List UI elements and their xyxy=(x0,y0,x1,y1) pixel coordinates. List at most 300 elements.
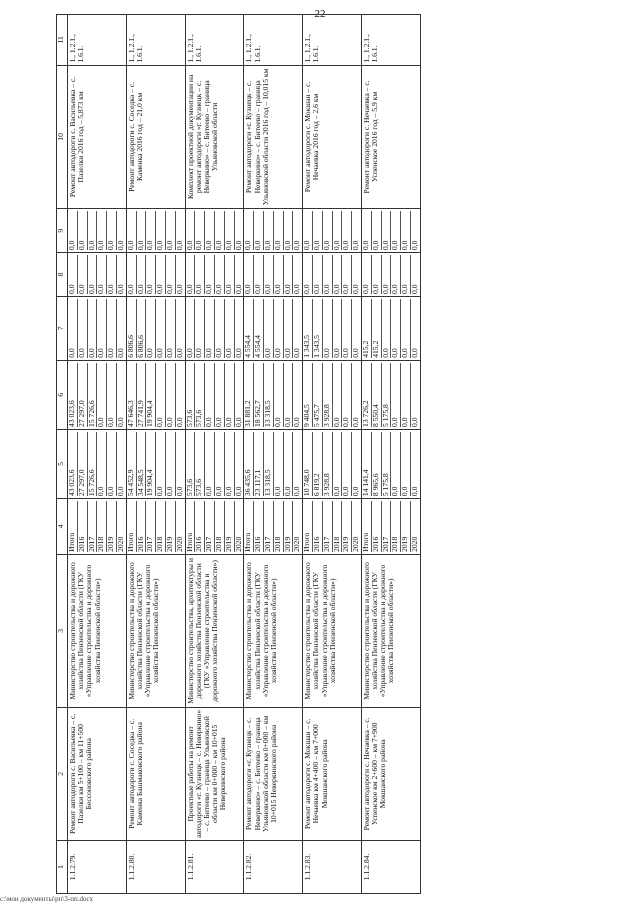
amount-value: 0,0 xyxy=(106,432,116,496)
amount-value: 0,0 xyxy=(351,211,361,250)
amount-value: 0,0 xyxy=(175,432,185,496)
amount-value: 3 928,8 xyxy=(322,363,332,427)
amount-value: 0,0 xyxy=(263,299,273,358)
amount-value: 0,0 xyxy=(263,211,273,250)
amount-cell-c6 xyxy=(244,360,303,429)
expected-result: Комплект проектной документации на ремонт автодороги «г. Кузнецк – с. Неверкино» – с. Битеево – граница Ульяновской области xyxy=(185,65,244,209)
amount-value: 0,0 xyxy=(341,432,351,496)
amount-value: 0,0 xyxy=(292,299,302,358)
amount-value: 0,0 xyxy=(351,432,361,496)
amount-value: 0,0 xyxy=(145,211,155,250)
amount-value: 0,0 xyxy=(332,255,342,294)
amount-value: 415,2 xyxy=(371,299,381,358)
amount-value: 27 297,0 xyxy=(77,363,87,427)
amount-value: 0,0 xyxy=(273,211,283,250)
amount-value: 0,0 xyxy=(302,284,312,294)
year-cell xyxy=(68,499,127,555)
amount-value: 0,0 xyxy=(234,299,244,358)
amount-value: 43 023,6 xyxy=(67,469,76,497)
amount-value: 0,0 xyxy=(390,211,400,250)
amount-cell-c8 xyxy=(185,253,244,297)
amount-value: 0,0 xyxy=(224,432,234,496)
amount-value: 0,0 xyxy=(165,255,175,294)
amount-value: 0,0 xyxy=(116,211,126,250)
header-cell: 5 xyxy=(57,429,68,498)
amount-value: 36 435,6 xyxy=(243,469,253,497)
amount-value: 0,0 xyxy=(322,255,332,294)
amount-value: 0,0 xyxy=(116,432,126,496)
year-label: 2018 xyxy=(214,501,224,552)
year-label: 2018 xyxy=(273,501,283,552)
amount-value: 23 117,1 xyxy=(253,432,263,496)
amount-value: 0,0 xyxy=(175,255,185,294)
table-row xyxy=(185,15,244,894)
amount-value: 0,0 xyxy=(204,432,214,496)
amount-value: 0,0 xyxy=(224,363,234,427)
row-number: 1.1.2.83. xyxy=(303,840,362,893)
header-cell: 4 xyxy=(57,499,68,555)
amount-value: 0,0 xyxy=(341,255,351,294)
amount-value: 0,0 xyxy=(77,299,87,358)
year-label: Итого xyxy=(243,532,253,552)
amount-value: 0,0 xyxy=(302,240,312,251)
amount-value: 27 741,9 xyxy=(136,363,146,427)
amount-value: 0,0 xyxy=(67,284,76,294)
header-cell: 2 xyxy=(57,707,68,840)
header-row xyxy=(57,15,68,894)
indicator-ref: 1., 1.2.1., 1.6.1. xyxy=(68,15,127,66)
amount-value: 0,0 xyxy=(67,240,76,251)
amount-value: 0,0 xyxy=(292,432,302,496)
executor: Министерство строительства и дорожного хозяйства Пензенской области (ГКУ «Управление строительства и дорожного хозяйства Пензенской области») xyxy=(244,554,303,707)
amount-value: 0,0 xyxy=(175,299,185,358)
header-cell: 1 xyxy=(57,840,68,893)
amount-value: 0,0 xyxy=(116,363,126,427)
amount-value: 0,0 xyxy=(400,363,410,427)
amount-value: 6 806,6 xyxy=(125,335,135,358)
page-number: 22 xyxy=(314,8,326,20)
amount-value: 0,0 xyxy=(410,255,420,294)
amount-value: 4 554,4 xyxy=(243,335,253,358)
amount-value: 0,0 xyxy=(224,211,234,250)
amount-value: 6 806,6 xyxy=(136,299,146,358)
amount-value: 0,0 xyxy=(283,363,293,427)
amount-value: 0,0 xyxy=(332,211,342,250)
amount-value: 0,0 xyxy=(145,299,155,358)
amount-cell-c8 xyxy=(126,253,185,297)
amount-cell-c8 xyxy=(361,253,420,297)
amount-value: 5 475,7 xyxy=(312,363,322,427)
amount-value: 0,0 xyxy=(184,284,194,294)
table-row xyxy=(68,15,127,894)
amount-value: 0,0 xyxy=(400,255,410,294)
year-label: 2019 xyxy=(165,501,175,552)
amount-value: 573,6 xyxy=(194,363,204,427)
year-label: 2017 xyxy=(322,501,332,552)
amount-value: 0,0 xyxy=(360,284,370,294)
amount-value: 0,0 xyxy=(96,255,106,294)
amount-value: 0,0 xyxy=(116,255,126,294)
year-label: Итого xyxy=(125,532,135,552)
indicator-ref: 1., 1.2.1., 1.6.1. xyxy=(126,15,185,66)
amount-value: 0,0 xyxy=(194,255,204,294)
amount-value: 0,0 xyxy=(351,363,361,427)
amount-value: 0,0 xyxy=(175,363,185,427)
amount-cell-c5 xyxy=(126,429,185,498)
amount-value: 0,0 xyxy=(125,284,135,294)
row-number: 1.1.2.82. xyxy=(244,840,303,893)
file-path: c:\мои документы\рп\3-пп.docx xyxy=(0,895,94,903)
amount-value: 0,0 xyxy=(234,432,244,496)
year-label: 2017 xyxy=(381,501,391,552)
year-label: 2020 xyxy=(116,501,126,552)
year-label: Итого xyxy=(67,532,76,552)
amount-value: 18 562,7 xyxy=(253,363,263,427)
table-row xyxy=(361,15,420,894)
amount-cell-c5 xyxy=(361,429,420,498)
amount-value: 0,0 xyxy=(322,299,332,358)
amount-cell-c5 xyxy=(185,429,244,498)
amount-value: 0,0 xyxy=(360,240,370,251)
amount-value: 0,0 xyxy=(332,299,342,358)
amount-cell-c7 xyxy=(361,296,420,360)
amount-value: 0,0 xyxy=(87,299,97,358)
header-cell: 11 xyxy=(57,15,68,66)
amount-cell-c9 xyxy=(303,209,362,253)
amount-value: 0,0 xyxy=(332,432,342,496)
year-label: 2020 xyxy=(410,501,420,552)
amount-value: 0,0 xyxy=(165,211,175,250)
header-cell: 6 xyxy=(57,360,68,429)
amount-value: 0,0 xyxy=(312,211,322,250)
amount-cell-c8 xyxy=(244,253,303,297)
amount-value: 0,0 xyxy=(390,255,400,294)
amount-value: 0,0 xyxy=(243,284,253,294)
row-number: 1.1.2.81. xyxy=(185,840,244,893)
amount-value: 6 819,2 xyxy=(312,432,322,496)
amount-cell-c8 xyxy=(68,253,127,297)
executor: Министерство строительства и дорожного хозяйства Пензенской области (ГКУ «Управление строительства и дорожного хозяйства Пензенской области») xyxy=(361,554,420,707)
year-label: Итого xyxy=(360,532,370,552)
expected-result: Ремонт автодороги с. Соседка – с. Каменка 2016 год – 21,0 км xyxy=(126,65,185,209)
amount-value: 0,0 xyxy=(283,432,293,496)
amount-value: 0,0 xyxy=(341,363,351,427)
row-number: 1.1.2.84. xyxy=(361,840,420,893)
year-label: 2019 xyxy=(224,501,234,552)
amount-cell-c7 xyxy=(303,296,362,360)
amount-value: 0,0 xyxy=(390,432,400,496)
amount-value: 0,0 xyxy=(341,211,351,250)
amount-value: 0,0 xyxy=(273,363,283,427)
amount-value: 0,0 xyxy=(214,211,224,250)
year-label: 2020 xyxy=(175,501,185,552)
amount-value: 0,0 xyxy=(155,255,165,294)
year-label: 2016 xyxy=(253,501,263,552)
year-label: Итого xyxy=(302,532,312,552)
amount-cell-c6 xyxy=(68,360,127,429)
amount-value: 0,0 xyxy=(155,432,165,496)
amount-value: 0,0 xyxy=(214,432,224,496)
amount-value: 0,0 xyxy=(381,299,391,358)
amount-cell-c9 xyxy=(244,209,303,253)
indicator-ref: 1., 1.2.1., 1.6.1. xyxy=(185,15,244,66)
amount-value: 0,0 xyxy=(341,299,351,358)
amount-value: 1 343,5 xyxy=(302,335,312,358)
amount-value: 0,0 xyxy=(214,299,224,358)
amount-value: 0,0 xyxy=(184,240,194,251)
amount-value: 0,0 xyxy=(165,363,175,427)
table-row xyxy=(126,15,185,894)
amount-value: 43 023,6 xyxy=(67,400,76,427)
amount-value: 0,0 xyxy=(283,255,293,294)
amount-value: 1 343,5 xyxy=(312,299,322,358)
executor: Министерство строительства и дорожного хозяйства Пензенской области (ГКУ «Управление строительства и дорожного хозяйства Пензенской области») xyxy=(126,554,185,707)
amount-value: 0,0 xyxy=(87,211,97,250)
row-number: 1.1.2.80. xyxy=(126,840,185,893)
amount-value: 0,0 xyxy=(243,240,253,251)
year-label: 2017 xyxy=(145,501,155,552)
indicator-ref: 1., 1.2.1., 1.6.1. xyxy=(303,15,362,66)
year-label: Итого xyxy=(184,532,194,552)
amount-value: 0,0 xyxy=(165,299,175,358)
amount-cell-c5 xyxy=(68,429,127,498)
event-name: Ремонт автодороги с. Соседка – с. Каменка Башмаковского района xyxy=(126,707,185,840)
executor: Министерство строительства, архитектуры и дорожного хозяйства Пензенской области (ГКУ «Управление строительства и дорожного хозяйства Пензенской области») xyxy=(185,554,244,707)
amount-value: 0,0 xyxy=(96,299,106,358)
amount-value: 573,6 xyxy=(184,409,194,427)
amount-value: 0,0 xyxy=(234,255,244,294)
amount-value: 0,0 xyxy=(67,348,76,358)
amount-value: 0,0 xyxy=(400,299,410,358)
amount-value: 0,0 xyxy=(332,363,342,427)
amount-value: 0,0 xyxy=(410,363,420,427)
amount-value: 8 550,4 xyxy=(371,363,381,427)
year-label: 2020 xyxy=(292,501,302,552)
year-cell xyxy=(303,499,362,555)
amount-value: 0,0 xyxy=(410,211,420,250)
amount-cell-c9 xyxy=(185,209,244,253)
amount-value: 0,0 xyxy=(390,363,400,427)
amount-value: 0,0 xyxy=(283,211,293,250)
amount-value: 0,0 xyxy=(214,363,224,427)
amount-value: 0,0 xyxy=(292,255,302,294)
year-label: 2019 xyxy=(341,501,351,552)
table-row xyxy=(303,15,362,894)
amount-value: 0,0 xyxy=(224,299,234,358)
indicator-ref: 1., 1.2.1., 1.6.1. xyxy=(361,15,420,66)
amount-value: 0,0 xyxy=(292,211,302,250)
amount-value: 0,0 xyxy=(292,363,302,427)
year-label: 2016 xyxy=(136,501,146,552)
amount-cell-c6 xyxy=(126,360,185,429)
year-label: 2018 xyxy=(332,501,342,552)
expected-result: Ремонт автодороги «г. Кузнецк – с. Неверкино» – с. Битеево – граница Ульяновской области 2016 год – 10,015 км xyxy=(244,65,303,209)
event-name: Ремонт автодороги с. Васильевка – с. Пазелки км 5+100 – км 11+500 Бессоновского района xyxy=(68,707,127,840)
expected-result: Ремонт автодороги с. Нечаевка – с. Успенское 2016 год – 5,9 км xyxy=(361,65,420,209)
amount-cell-c7 xyxy=(68,296,127,360)
amount-value: 5 175,8 xyxy=(381,432,391,496)
header-cell: 9 xyxy=(57,209,68,253)
year-label: 2018 xyxy=(390,501,400,552)
amount-value: 0,0 xyxy=(351,255,361,294)
amount-value: 8 965,6 xyxy=(371,432,381,496)
executor: Министерство строительства и дорожного хозяйства Пензенской области (ГКУ «Управление строительства и дорожного хозяйства Пензенской области») xyxy=(303,554,362,707)
amount-value: 0,0 xyxy=(312,255,322,294)
year-label: 2016 xyxy=(77,501,87,552)
amount-cell-c7 xyxy=(185,296,244,360)
amount-value: 0,0 xyxy=(390,299,400,358)
amount-cell-c9 xyxy=(361,209,420,253)
amount-value: 0,0 xyxy=(175,211,185,250)
expected-result: Ремонт автодороги с. Мокшан – с. Нечаевка 2016 год – 2,6 км xyxy=(303,65,362,209)
year-cell xyxy=(126,499,185,555)
amount-value: 0,0 xyxy=(224,255,234,294)
amount-value: 0,0 xyxy=(136,255,146,294)
year-label: 2016 xyxy=(371,501,381,552)
amount-value: 0,0 xyxy=(204,363,214,427)
amount-value: 14 141,4 xyxy=(360,469,370,497)
amount-cell-c5 xyxy=(303,429,362,498)
year-cell xyxy=(244,499,303,555)
amount-value: 0,0 xyxy=(106,363,116,427)
amount-value: 13 726,2 xyxy=(360,400,370,427)
amount-value: 9 404,5 xyxy=(302,404,312,427)
amount-value: 0,0 xyxy=(204,299,214,358)
amount-cell-c9 xyxy=(126,209,185,253)
amount-value: 0,0 xyxy=(194,299,204,358)
amount-value: 0,0 xyxy=(96,432,106,496)
amount-value: 0,0 xyxy=(400,432,410,496)
amount-cell-c7 xyxy=(126,296,185,360)
amount-value: 31 881,2 xyxy=(243,400,253,427)
amount-value: 0,0 xyxy=(106,255,116,294)
year-cell xyxy=(361,499,420,555)
header-cell: 8 xyxy=(57,253,68,297)
amount-value: 0,0 xyxy=(263,255,273,294)
amount-value: 0,0 xyxy=(410,299,420,358)
amount-value: 0,0 xyxy=(116,299,126,358)
amount-value: 10 748,0 xyxy=(302,469,312,497)
amount-value: 573,6 xyxy=(194,432,204,496)
amount-cell-c7 xyxy=(244,296,303,360)
amount-value: 27 297,0 xyxy=(77,432,87,496)
program-table xyxy=(56,14,421,894)
indicator-ref: 1., 1.2.1., 1.6.1. xyxy=(244,15,303,66)
expected-result: Ремонт автодороги с. Васильевка – с. Пазелки 2016 год – 5,873 км xyxy=(68,65,127,209)
amount-value: 34 548,5 xyxy=(136,432,146,496)
amount-value: 3 928,8 xyxy=(322,432,332,496)
amount-value: 0,0 xyxy=(204,211,214,250)
amount-value: 4 554,4 xyxy=(253,299,263,358)
amount-value: 0,0 xyxy=(165,432,175,496)
amount-value: 0,0 xyxy=(155,211,165,250)
event-name: Проектные работы на ремонт автодороги «г. Кузнецк – с. Неверкино» – с. Битеево – граница Ульяновской области км 0+000 – км 10+015 Неверкинского района xyxy=(185,707,244,840)
amount-cell-c6 xyxy=(185,360,244,429)
year-label: 2016 xyxy=(312,501,322,552)
table-row xyxy=(244,15,303,894)
amount-value: 54 452,9 xyxy=(125,469,135,497)
amount-value: 0,0 xyxy=(273,432,283,496)
amount-value: 0,0 xyxy=(371,255,381,294)
header-cell: 7 xyxy=(57,296,68,360)
amount-value: 0,0 xyxy=(234,211,244,250)
amount-value: 0,0 xyxy=(283,299,293,358)
event-name: Ремонт автодороги с. Мокшан – с. Нечаевка км 4+400 – км 7+000 Мокшанского района xyxy=(303,707,362,840)
amount-value: 0,0 xyxy=(155,299,165,358)
amount-cell-c6 xyxy=(303,360,362,429)
amount-value: 0,0 xyxy=(322,211,332,250)
year-label: 2019 xyxy=(106,501,116,552)
amount-value: 0,0 xyxy=(155,363,165,427)
year-label: 2016 xyxy=(194,501,204,552)
amount-value: 0,0 xyxy=(371,211,381,250)
amount-value: 0,0 xyxy=(410,432,420,496)
year-label: 2020 xyxy=(351,501,361,552)
amount-value: 0,0 xyxy=(125,240,135,251)
amount-value: 0,0 xyxy=(136,211,146,250)
row-number: 1.1.2.79. xyxy=(68,840,127,893)
year-label: 2018 xyxy=(155,501,165,552)
amount-value: 0,0 xyxy=(204,255,214,294)
amount-value: 0,0 xyxy=(106,299,116,358)
header-cell: 10 xyxy=(57,65,68,209)
amount-value: 0,0 xyxy=(145,255,155,294)
footer xyxy=(0,895,640,903)
amount-value: 0,0 xyxy=(253,255,263,294)
amount-value: 5 175,8 xyxy=(381,363,391,427)
year-label: 2018 xyxy=(96,501,106,552)
amount-value: 47 646,3 xyxy=(125,400,135,427)
amount-cell-c6 xyxy=(361,360,420,429)
amount-value: 0,0 xyxy=(214,255,224,294)
event-name: Ремонт автодороги «г. Кузнецк – с. Неверкино» – с. Битеево – граница Ульяновской области км 0+000 – км 10+015 Неверкинского района xyxy=(244,707,303,840)
amount-value: 415,2 xyxy=(360,340,370,358)
amount-value: 0,0 xyxy=(351,299,361,358)
amount-cell-c8 xyxy=(303,253,362,297)
amount-value: 19 904,4 xyxy=(145,363,155,427)
header-cell: 3 xyxy=(57,554,68,707)
amount-value: 0,0 xyxy=(77,211,87,250)
year-cell xyxy=(185,499,244,555)
amount-value: 0,0 xyxy=(400,211,410,250)
amount-value: 0,0 xyxy=(234,363,244,427)
amount-value: 0,0 xyxy=(96,211,106,250)
amount-value: 0,0 xyxy=(184,348,194,358)
year-label: 2019 xyxy=(400,501,410,552)
year-label: 2017 xyxy=(204,501,214,552)
year-label: 2019 xyxy=(283,501,293,552)
amount-value: 0,0 xyxy=(96,363,106,427)
amount-value: 0,0 xyxy=(381,255,391,294)
amount-value: 13 318,5 xyxy=(263,432,273,496)
amount-value: 19 904,4 xyxy=(145,432,155,496)
amount-value: 0,0 xyxy=(77,255,87,294)
amount-value: 15 726,6 xyxy=(87,432,97,496)
amount-value: 15 726,6 xyxy=(87,363,97,427)
event-name: Ремонт автодороги с. Нечаевка – с. Успенское км 2+600 – км 7+900 Мокшанского района xyxy=(361,707,420,840)
amount-cell-c9 xyxy=(68,209,127,253)
amount-value: 573,6 xyxy=(184,478,194,497)
executor: Министерство строительства и дорожного хозяйства Пензенской области (ГКУ «Управление строительства и дорожного хозяйства Пензенской области») xyxy=(68,554,127,707)
year-label: 2017 xyxy=(263,501,273,552)
amount-cell-c5 xyxy=(244,429,303,498)
year-label: 2020 xyxy=(234,501,244,552)
amount-value: 0,0 xyxy=(381,211,391,250)
amount-value: 0,0 xyxy=(106,211,116,250)
amount-value: 0,0 xyxy=(273,299,283,358)
amount-value: 0,0 xyxy=(87,255,97,294)
year-label: 2017 xyxy=(87,501,97,552)
